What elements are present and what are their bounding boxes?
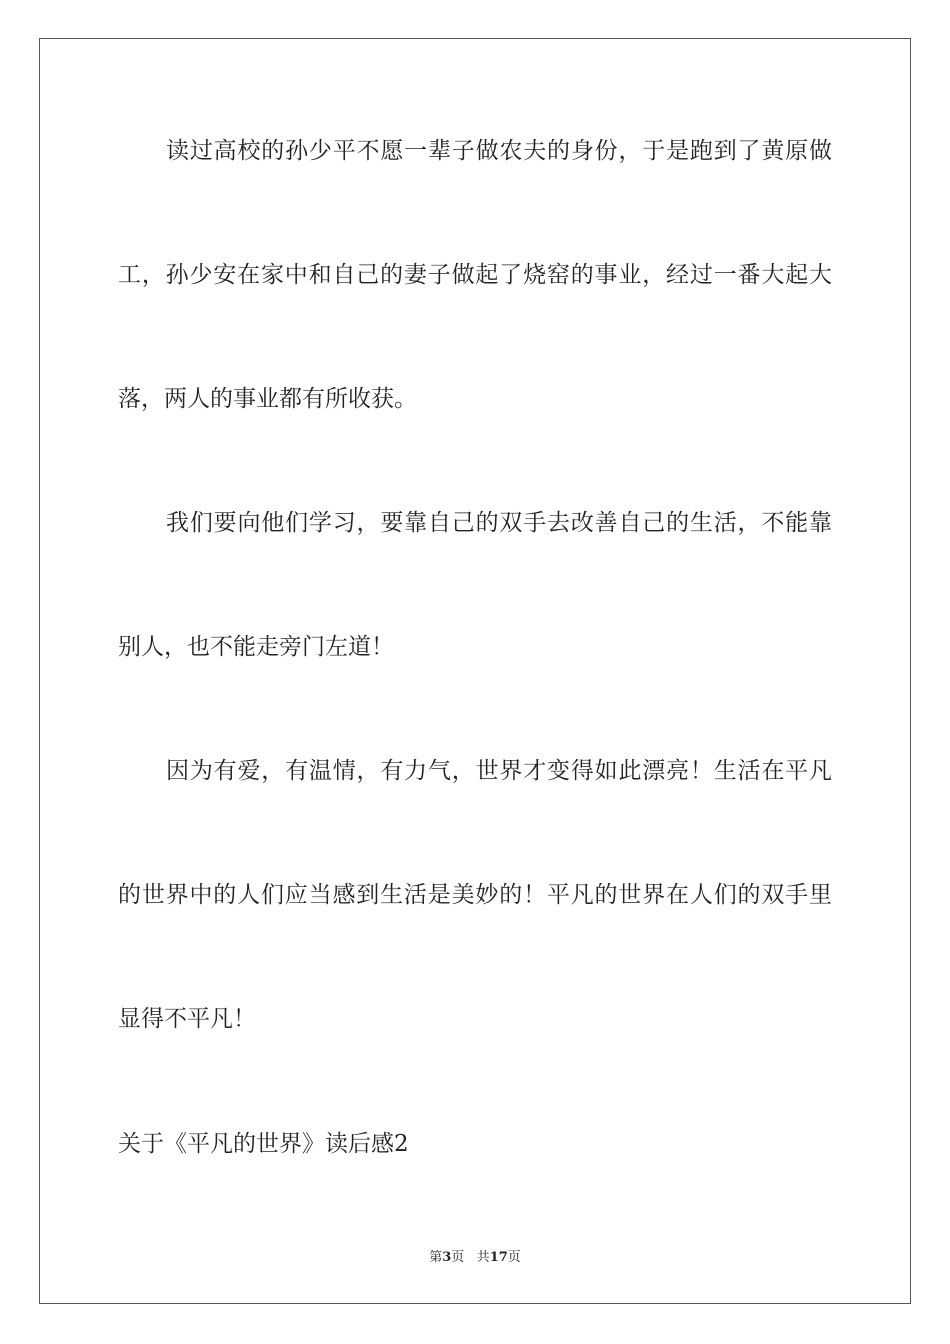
section-heading: 关于《平凡的世界》读后感2 — [118, 1131, 409, 1157]
footer-page-prefix: 第 — [429, 1250, 443, 1265]
page-footer — [0, 1246, 950, 1265]
paragraph-1-line-1: 读过高校的孙少平不愿一辈子做农夫的身份，于是跑到了黄原做 — [166, 138, 832, 164]
paragraph-1-line-2: 工，孙少安在家中和自己的妻子做起了烧窑的事业，经过一番大起大 — [118, 262, 832, 288]
page-border — [39, 38, 911, 1304]
footer-total-prefix: 共 — [476, 1250, 490, 1265]
paragraph-3-line-2: 的世界中的人们应当感到生活是美妙的！平凡的世界在人们的双手里 — [118, 882, 832, 908]
footer-page-suffix: 页 — [451, 1250, 465, 1265]
paragraph-2-line-2: 别人，也不能走旁门左道！ — [118, 634, 394, 660]
footer-page-number: 3 — [442, 1250, 452, 1265]
footer-total-suffix: 页 — [507, 1250, 521, 1265]
footer-total-pages: 17 — [489, 1250, 508, 1265]
paragraph-2-line-1: 我们要向他们学习，要靠自己的双手去改善自己的生活，不能靠 — [166, 510, 832, 536]
paragraph-1-line-3: 落，两人的事业都有所收获。 — [118, 386, 417, 412]
paragraph-3-line-1: 因为有爱，有温情，有力气，世界才变得如此漂亮！生活在平凡 — [166, 758, 832, 784]
paragraph-3-line-3: 显得不平凡！ — [118, 1006, 256, 1032]
